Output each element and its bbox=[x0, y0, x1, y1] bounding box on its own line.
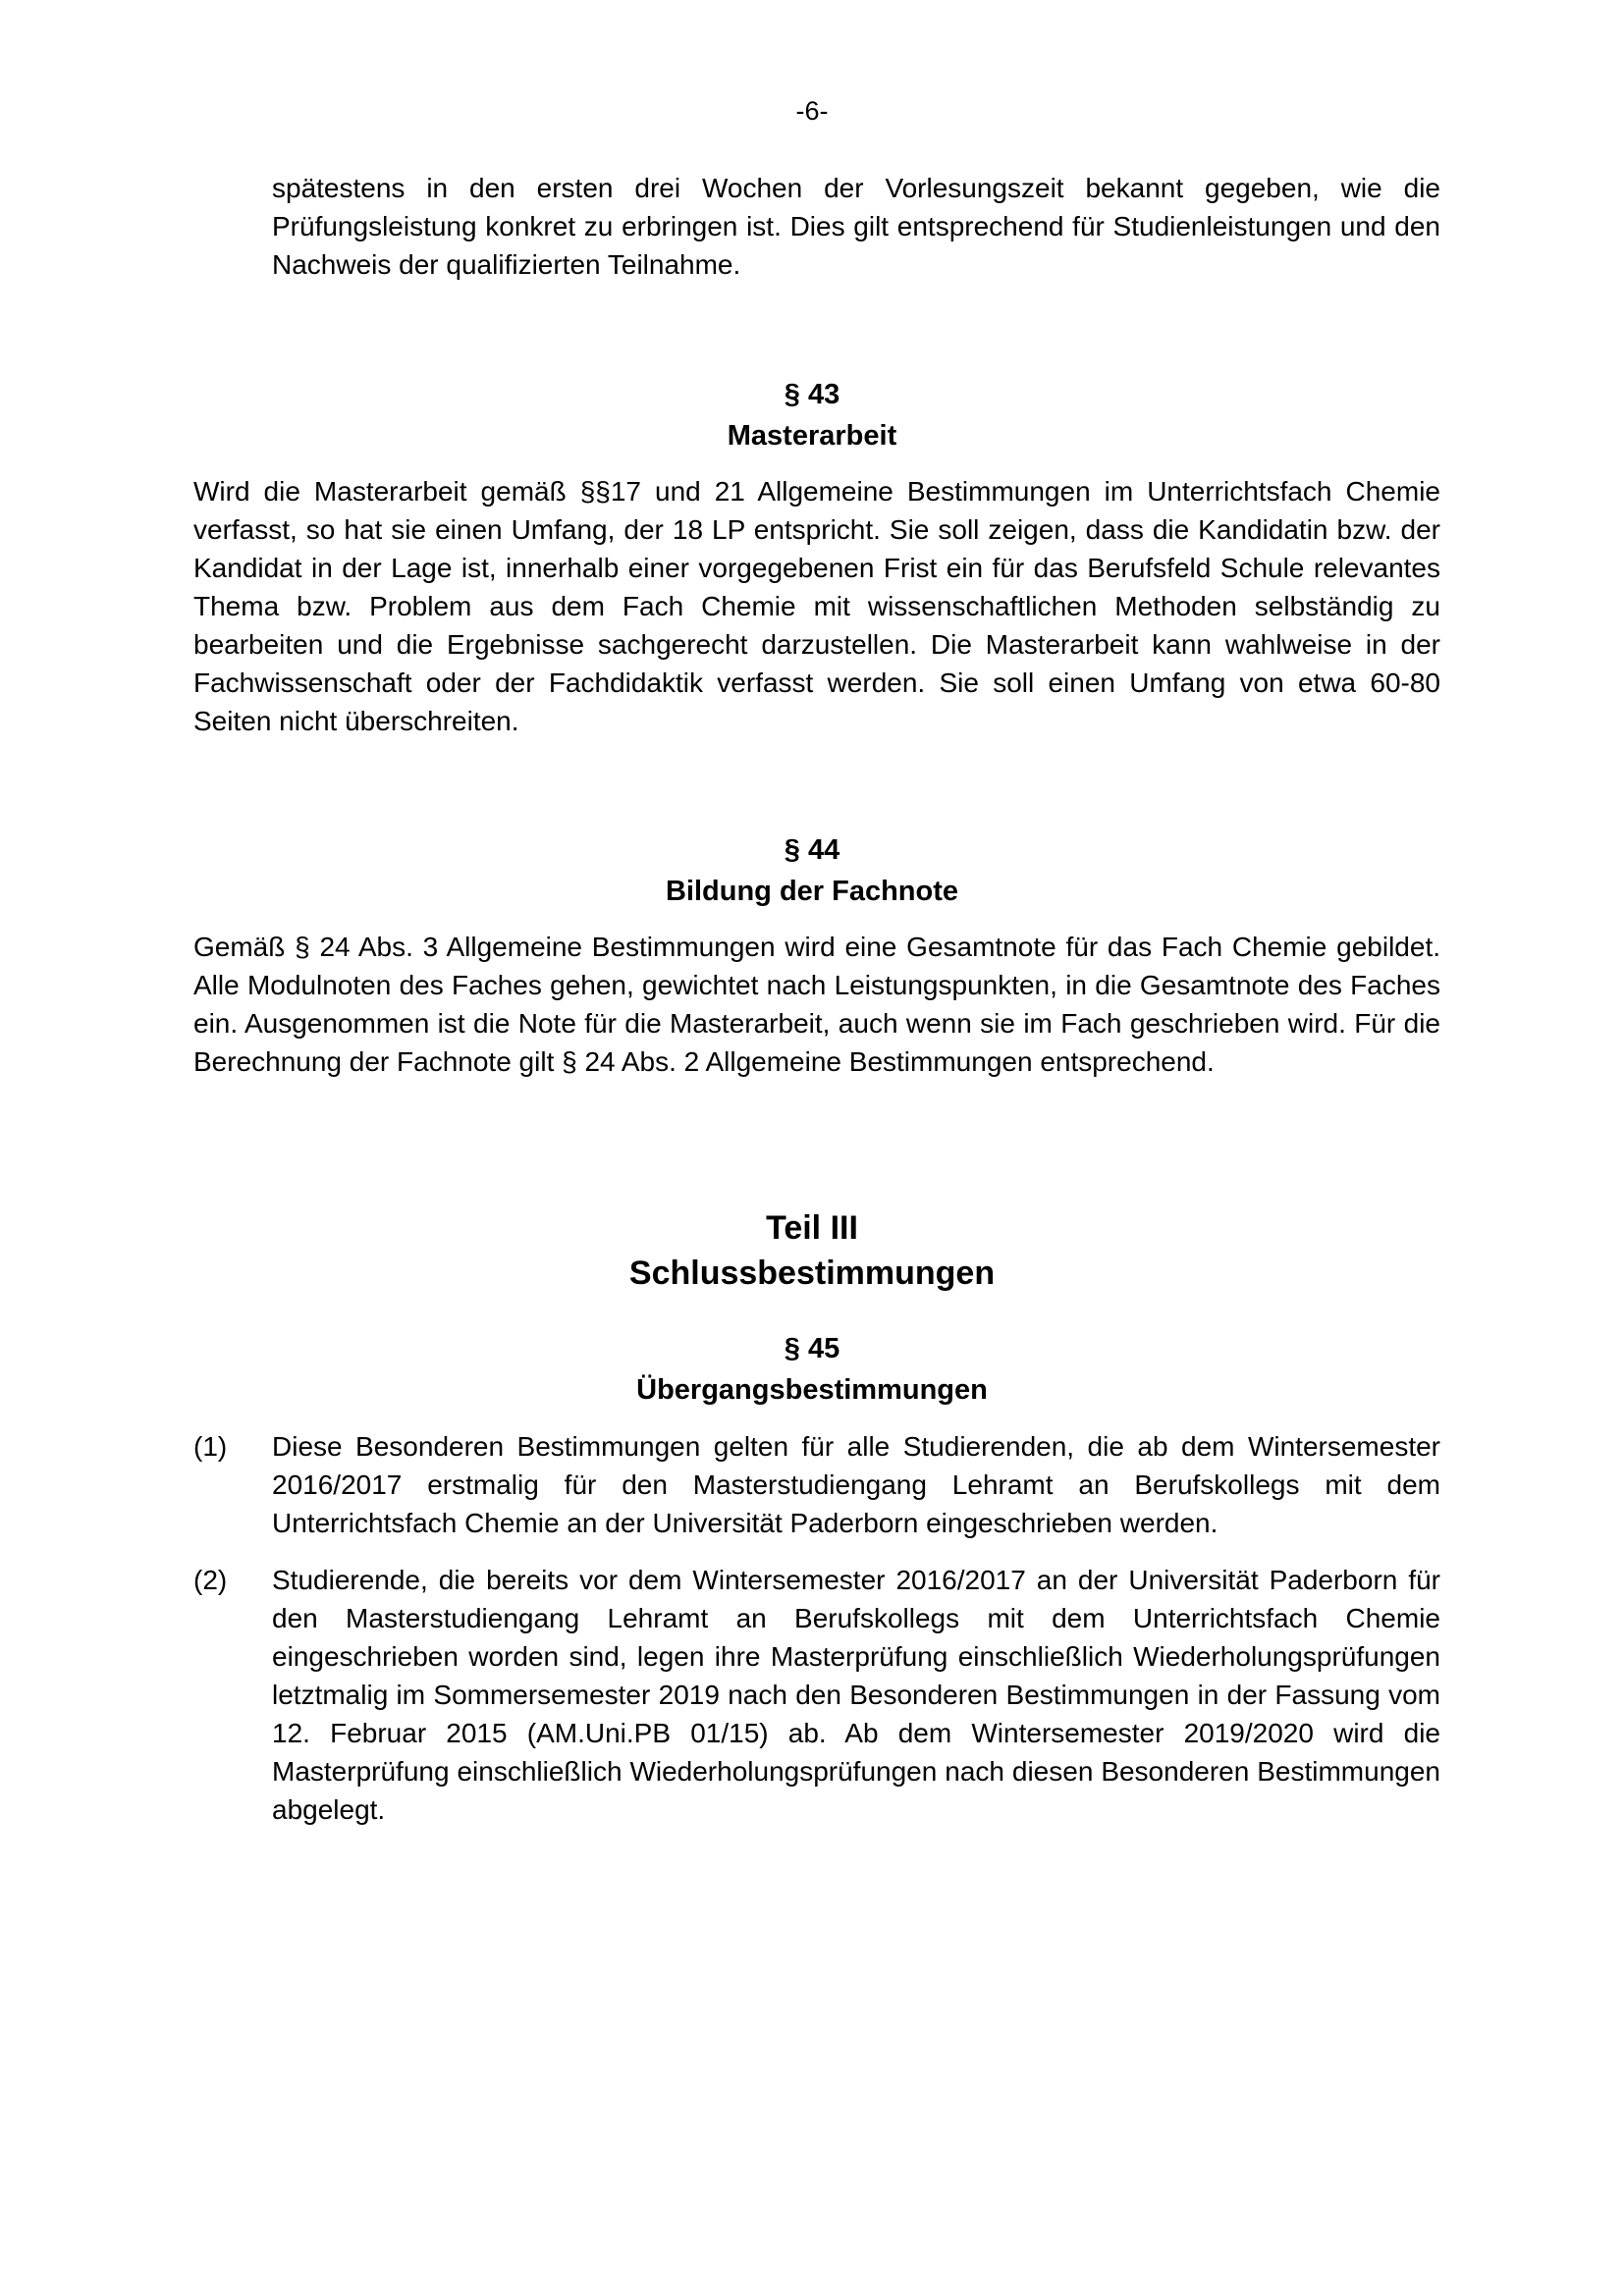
list-item-number: (1) bbox=[193, 1431, 228, 1462]
list-item-number: (2) bbox=[193, 1565, 228, 1595]
section-44-title: Bildung der Fachnote bbox=[665, 876, 959, 907]
section-43-body: Wird die Masterarbeit gemäß §§17 und 21 Allgemeine Bestimmungen im Unterrichtsfach Chemie verfasst, so hat sie einen Umfang, der 18 LP entspricht. Sie soll zeigen, dass die Kandidatin bzw. der Kandidat in der Lage ist, innerhalb einer vorgegebenen Frist ein für das Berufsfeld Schule relevantes Thema bzw. Problem aus dem Fach Chemie mit wissenschaftlichen Methoden selbständig zu bearbeiten und die Ergebnisse sachgerecht darzustellen. Die Masterarbeit kann wahlweise in der Fachwissenschaft oder der Fachdidaktik verfasst werden. Sie soll einen Umfang von etwa 60-80 Seiten nicht überschreiten. bbox=[193, 476, 1440, 736]
page-number: -6- bbox=[795, 96, 829, 126]
part-3-number: Teil III bbox=[766, 1209, 858, 1247]
list-item-text: Diese Besonderen Bestimmungen gelten für alle Studierenden, die ab dem Wintersemester 2016/2017 erstmalig für den Masterstudiengang Lehramt an Berufskollegs mit dem Unterrichtsfach Chemie an der Universität Paderborn eingeschrieben werden. bbox=[272, 1431, 1440, 1538]
section-44-number: § 44 bbox=[784, 834, 840, 866]
list-item-text: Studierende, die bereits vor dem Wintersemester 2016/2017 an der Universität Paderborn für den Masterstudiengang Lehramt an Berufskollegs mit dem Unterrichtsfach Chemie eingeschrieben worden sind, legen ihre Masterprüfung einschließlich Wiederholungsprüfungen letztmalig im Sommersemester 2019 nach den Besonderen Bestimmungen in der Fassung vom 12. Februar 2015 (AM.Uni.PB 01/15) ab. Ab dem Wintersemester 2019/2020 wird die Masterprüfung einschließlich Wiederholungsprüfungen nach diesen Besonderen Bestimmungen abgelegt. bbox=[272, 1565, 1440, 1825]
section-45-number: § 45 bbox=[784, 1333, 840, 1364]
list-item bbox=[193, 1427, 1440, 1542]
section-43-title: Masterarbeit bbox=[727, 420, 897, 452]
section-45-title: Übergangsbestimmungen bbox=[636, 1374, 988, 1406]
list-item bbox=[193, 1561, 1440, 1829]
intro-paragraph: spätestens in den ersten drei Wochen der Vorlesungszeit bekannt gegeben, wie die Prüfungsleistung konkret zu erbringen ist. Dies gilt entsprechend für Studienleistungen und den Nachweis der qualifizierten Teilnahme. bbox=[272, 173, 1440, 280]
section-44-body: Gemäß § 24 Abs. 3 Allgemeine Bestimmungen wird eine Gesamtnote für das Fach Chemie gebildet. Alle Modulnoten des Faches gehen, gewichtet nach Leistungspunkten, in die Gesamtnote des Faches ein. Ausgenommen ist die Note für die Masterarbeit, auch wenn sie im Fach geschrieben wird. Für die Berechnung der Fachnote gilt § 24 Abs. 2 Allgemeine Bestimmungen entsprechend. bbox=[193, 932, 1440, 1077]
section-43-number: § 43 bbox=[784, 379, 840, 410]
part-3-title: Schlussbestimmungen bbox=[628, 1255, 996, 1292]
